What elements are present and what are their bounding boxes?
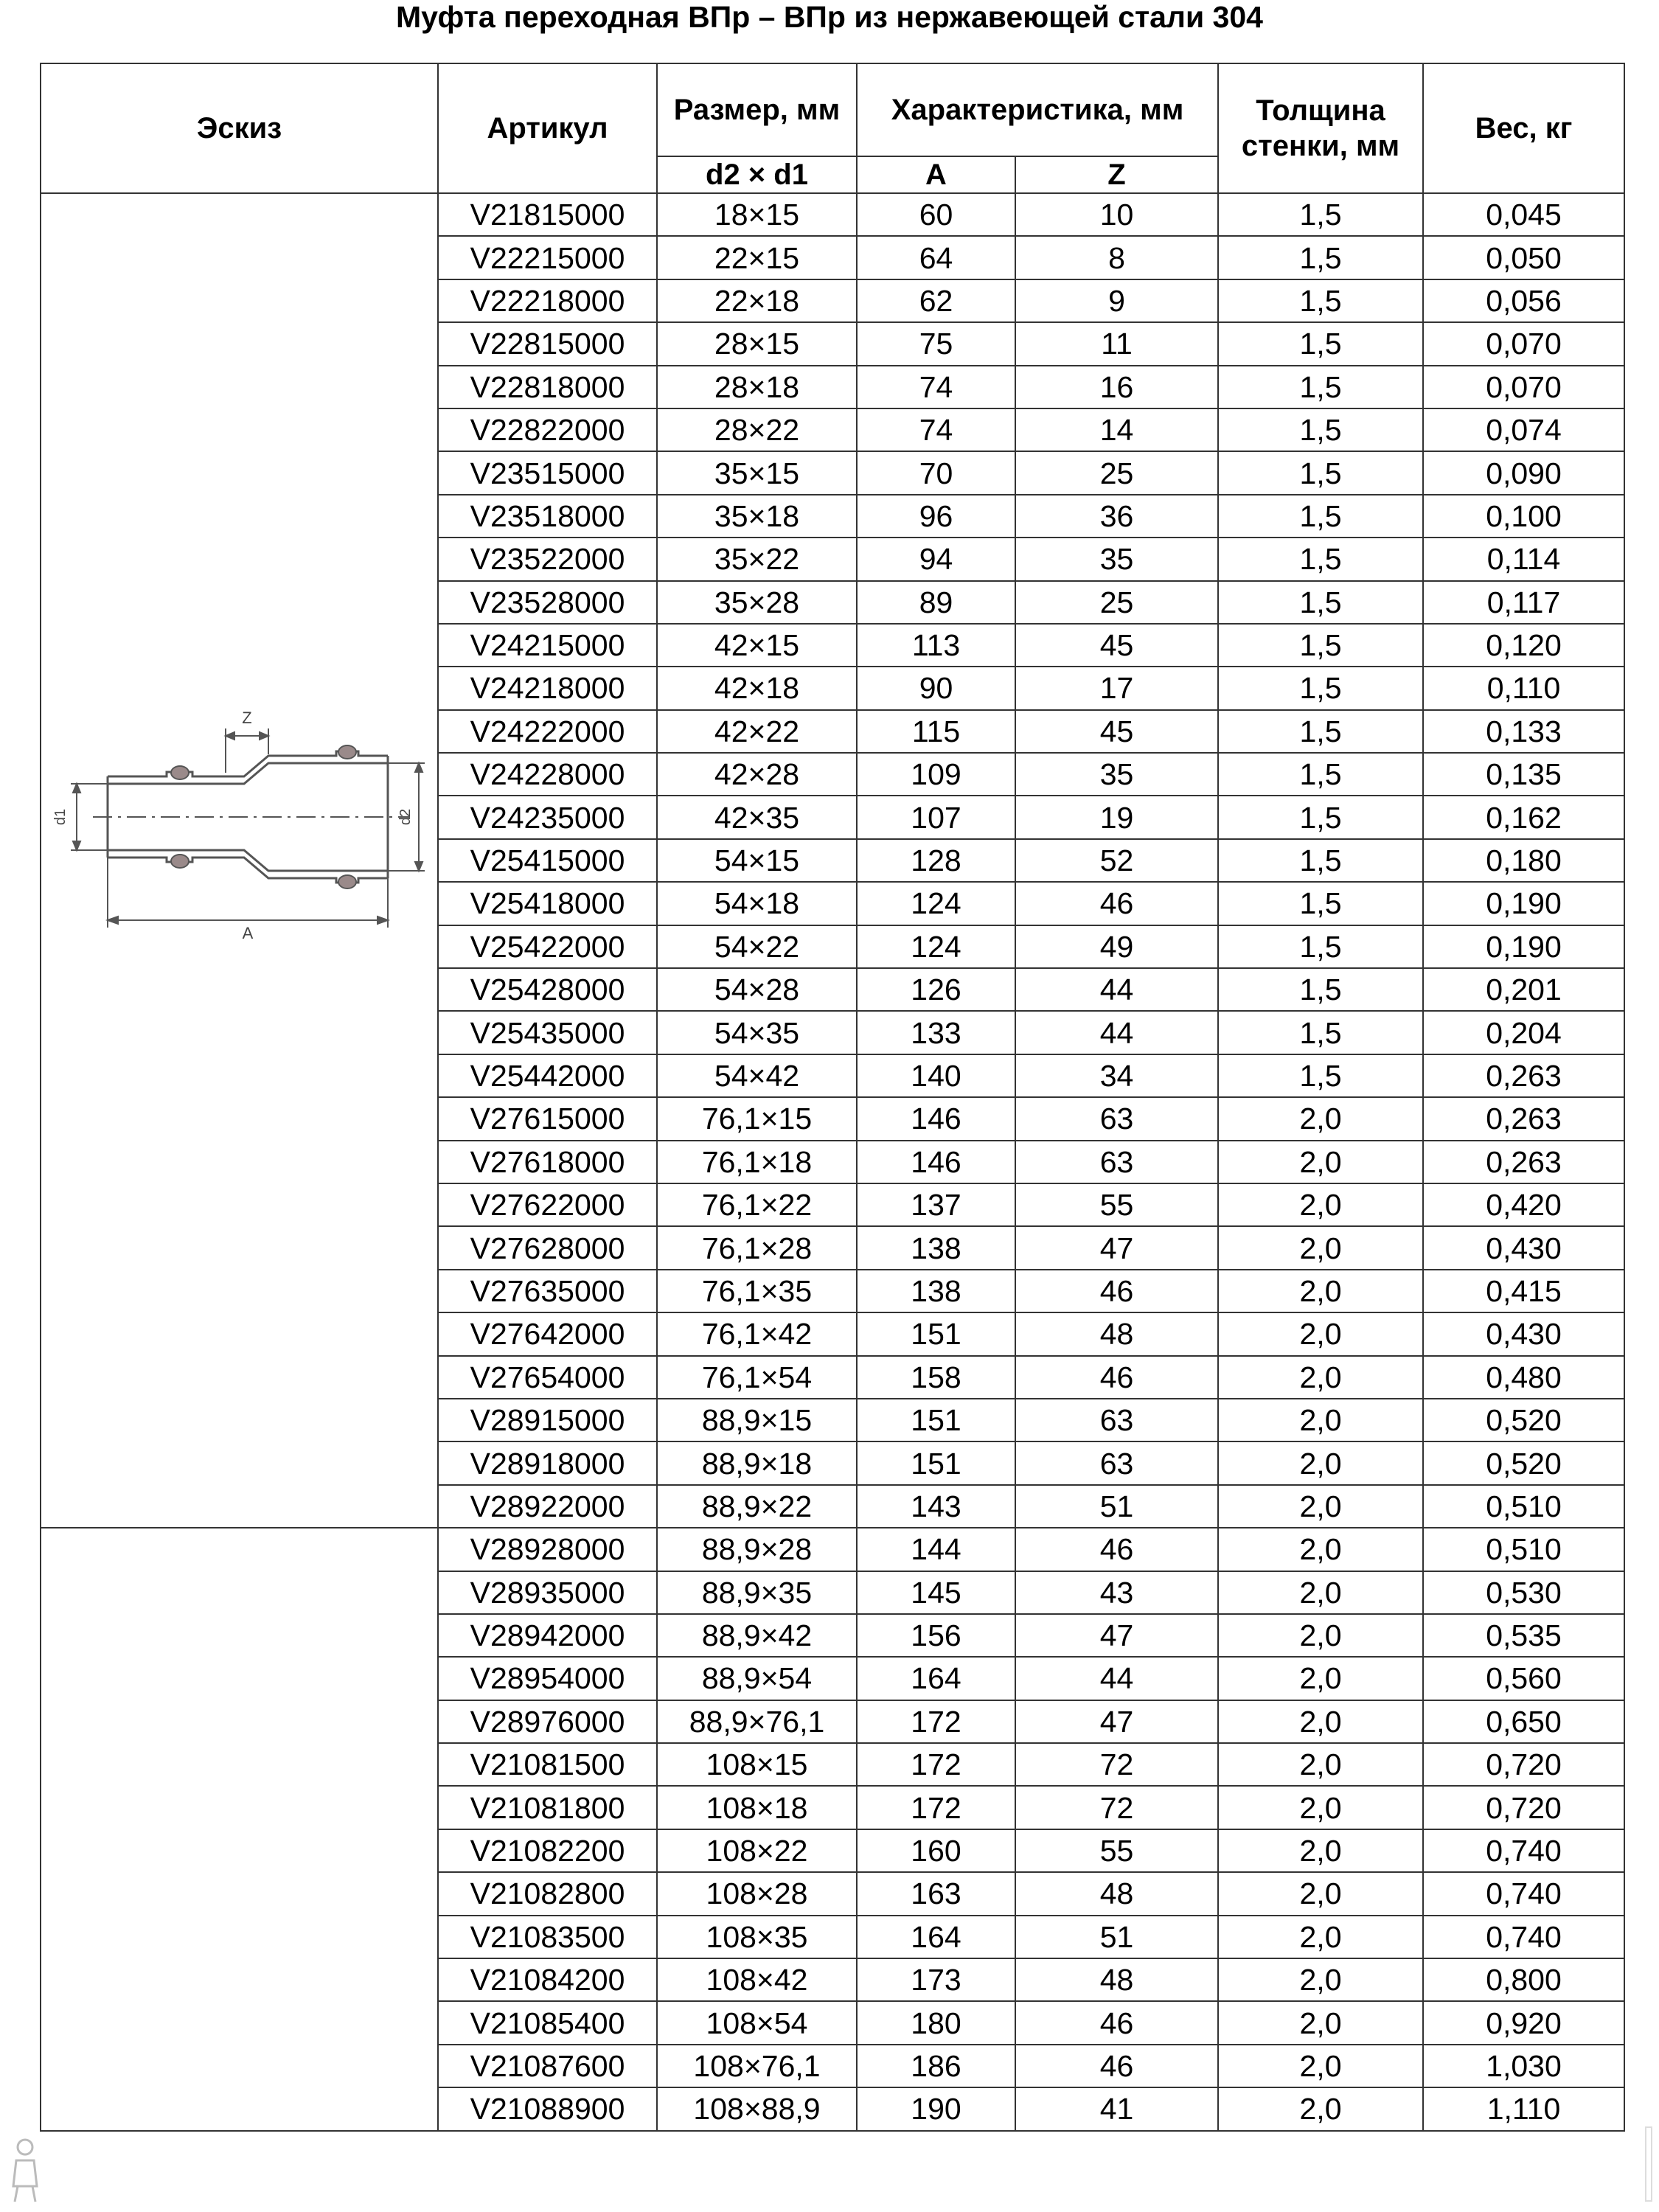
cell-weight: 0,740 <box>1423 1829 1624 1872</box>
cell-char-z: 45 <box>1015 710 1218 753</box>
cell-wall: 2,0 <box>1218 1485 1423 1528</box>
cell-weight: 0,110 <box>1423 667 1624 709</box>
cell-char-a: 145 <box>857 1571 1015 1614</box>
header-article: Артикул <box>438 63 657 193</box>
cell-char-z: 17 <box>1015 667 1218 709</box>
cell-article: V25418000 <box>438 882 657 925</box>
cell-wall: 2,0 <box>1218 1872 1423 1915</box>
cell-char-a: 115 <box>857 710 1015 753</box>
cell-wall: 1,5 <box>1218 322 1423 365</box>
cell-weight: 0,201 <box>1423 968 1624 1011</box>
cell-size: 54×22 <box>657 925 857 968</box>
cell-char-a: 89 <box>857 581 1015 624</box>
cell-article: V25435000 <box>438 1011 657 1054</box>
cell-wall: 2,0 <box>1218 1226 1423 1269</box>
cell-char-z: 63 <box>1015 1141 1218 1183</box>
cell-size: 88,9×28 <box>657 1528 857 1571</box>
cell-weight: 0,180 <box>1423 839 1624 882</box>
cell-size: 76,1×42 <box>657 1312 857 1355</box>
cell-wall: 1,5 <box>1218 753 1423 796</box>
cell-article: V25442000 <box>438 1054 657 1097</box>
cell-weight: 0,117 <box>1423 581 1624 624</box>
cell-article: V28915000 <box>438 1399 657 1441</box>
cell-size: 108×22 <box>657 1829 857 1872</box>
cell-weight: 0,074 <box>1423 408 1624 451</box>
cell-char-z: 9 <box>1015 279 1218 322</box>
cell-article: V21082200 <box>438 1829 657 1872</box>
cell-size: 54×15 <box>657 839 857 882</box>
cell-char-a: 186 <box>857 2045 1015 2087</box>
header-char-a: A <box>857 156 1015 193</box>
cell-article: V21081800 <box>438 1786 657 1829</box>
cell-article: V21082800 <box>438 1872 657 1915</box>
cell-weight: 0,740 <box>1423 1916 1624 1958</box>
cell-article: V22815000 <box>438 322 657 365</box>
cell-char-z: 46 <box>1015 1528 1218 1571</box>
cell-size: 22×18 <box>657 279 857 322</box>
cell-wall: 2,0 <box>1218 1312 1423 1355</box>
cell-char-a: 133 <box>857 1011 1015 1054</box>
cell-size: 88,9×76,1 <box>657 1700 857 1743</box>
cell-article: V22215000 <box>438 236 657 279</box>
cell-weight: 0,415 <box>1423 1270 1624 1312</box>
cell-article: V27628000 <box>438 1226 657 1269</box>
cell-char-a: 124 <box>857 925 1015 968</box>
cell-size: 108×54 <box>657 2001 857 2044</box>
cell-char-a: 62 <box>857 279 1015 322</box>
cell-size: 35×18 <box>657 495 857 538</box>
cell-weight: 1,030 <box>1423 2045 1624 2087</box>
cell-article: V27618000 <box>438 1141 657 1183</box>
cell-char-z: 46 <box>1015 1356 1218 1399</box>
sketch-cell <box>41 193 438 1528</box>
cell-char-z: 63 <box>1015 1399 1218 1441</box>
cell-char-z: 34 <box>1015 1054 1218 1097</box>
cell-wall: 2,0 <box>1218 1141 1423 1183</box>
sketch-cell-empty <box>41 1528 438 2130</box>
cell-wall: 1,5 <box>1218 925 1423 968</box>
cell-wall: 2,0 <box>1218 1829 1423 1872</box>
cell-wall: 2,0 <box>1218 1183 1423 1226</box>
cell-char-z: 63 <box>1015 1097 1218 1140</box>
header-weight: Вес, кг <box>1423 63 1624 193</box>
cell-weight: 0,420 <box>1423 1183 1624 1226</box>
cell-char-z: 48 <box>1015 1312 1218 1355</box>
cell-wall: 1,5 <box>1218 882 1423 925</box>
header-char: Характеристика, мм <box>857 63 1218 156</box>
cell-wall: 2,0 <box>1218 2001 1423 2044</box>
cell-char-a: 172 <box>857 1743 1015 1786</box>
cell-article: V25422000 <box>438 925 657 968</box>
cell-article: V27622000 <box>438 1183 657 1226</box>
header-char-z: Z <box>1015 156 1218 193</box>
cell-char-a: 113 <box>857 624 1015 667</box>
cell-size: 42×22 <box>657 710 857 753</box>
cell-wall: 2,0 <box>1218 1700 1423 1743</box>
cell-weight: 0,070 <box>1423 366 1624 408</box>
cell-wall: 1,5 <box>1218 968 1423 1011</box>
cell-weight: 0,800 <box>1423 1958 1624 2001</box>
cell-char-z: 72 <box>1015 1786 1218 1829</box>
cell-char-a: 126 <box>857 968 1015 1011</box>
cell-char-a: 60 <box>857 193 1015 236</box>
cell-char-z: 44 <box>1015 1657 1218 1700</box>
cell-char-a: 124 <box>857 882 1015 925</box>
cell-article: V28954000 <box>438 1657 657 1700</box>
cell-weight: 0,114 <box>1423 538 1624 580</box>
cell-article: V21087600 <box>438 2045 657 2087</box>
cell-wall: 1,5 <box>1218 495 1423 538</box>
cell-article: V24222000 <box>438 710 657 753</box>
cell-char-z: 16 <box>1015 366 1218 408</box>
sketch-label-d1: d1 <box>52 808 69 826</box>
cell-wall: 2,0 <box>1218 1399 1423 1441</box>
cell-size: 76,1×28 <box>657 1226 857 1269</box>
cell-wall: 2,0 <box>1218 1743 1423 1786</box>
cell-char-a: 90 <box>857 667 1015 709</box>
cell-char-a: 70 <box>857 451 1015 494</box>
cell-article: V21088900 <box>438 2087 657 2130</box>
cell-char-z: 41 <box>1015 2087 1218 2130</box>
cell-char-z: 25 <box>1015 581 1218 624</box>
cell-wall: 1,5 <box>1218 366 1423 408</box>
cell-weight: 0,720 <box>1423 1743 1624 1786</box>
cell-char-z: 46 <box>1015 2001 1218 2044</box>
cell-char-z: 52 <box>1015 839 1218 882</box>
header-size-sub: d2 × d1 <box>657 156 857 193</box>
cell-char-a: 164 <box>857 1657 1015 1700</box>
cell-char-a: 173 <box>857 1958 1015 2001</box>
cell-size: 76,1×15 <box>657 1097 857 1140</box>
cell-char-z: 47 <box>1015 1614 1218 1657</box>
cell-size: 88,9×22 <box>657 1485 857 1528</box>
cell-article: V23528000 <box>438 581 657 624</box>
cell-wall: 2,0 <box>1218 1097 1423 1140</box>
cell-wall: 2,0 <box>1218 2087 1423 2130</box>
cell-wall: 2,0 <box>1218 1270 1423 1312</box>
cell-char-z: 19 <box>1015 796 1218 838</box>
cell-char-z: 45 <box>1015 624 1218 667</box>
header-sketch: Эскиз <box>41 63 438 193</box>
cell-size: 108×88,9 <box>657 2087 857 2130</box>
cell-weight: 0,135 <box>1423 753 1624 796</box>
cell-char-a: 180 <box>857 2001 1015 2044</box>
cell-char-a: 151 <box>857 1399 1015 1441</box>
cell-weight: 0,430 <box>1423 1226 1624 1269</box>
cell-wall: 2,0 <box>1218 1657 1423 1700</box>
cell-weight: 0,070 <box>1423 322 1624 365</box>
cell-char-a: 172 <box>857 1700 1015 1743</box>
cell-size: 88,9×15 <box>657 1399 857 1441</box>
cell-size: 108×18 <box>657 1786 857 1829</box>
cell-wall: 1,5 <box>1218 624 1423 667</box>
cell-article: V21085400 <box>438 2001 657 2044</box>
cell-wall: 2,0 <box>1218 1528 1423 1571</box>
cell-weight: 0,480 <box>1423 1356 1624 1399</box>
cell-article: V22818000 <box>438 366 657 408</box>
cell-char-z: 35 <box>1015 753 1218 796</box>
cell-char-z: 63 <box>1015 1441 1218 1484</box>
cell-weight: 0,120 <box>1423 624 1624 667</box>
cell-article: V22822000 <box>438 408 657 451</box>
cell-size: 22×15 <box>657 236 857 279</box>
cell-weight: 0,530 <box>1423 1571 1624 1614</box>
cell-size: 18×15 <box>657 193 857 236</box>
header-wall: Толщина стенки, мм <box>1218 63 1423 193</box>
cell-wall: 1,5 <box>1218 1054 1423 1097</box>
cell-wall: 2,0 <box>1218 1786 1423 1829</box>
cell-char-a: 64 <box>857 236 1015 279</box>
cell-wall: 1,5 <box>1218 193 1423 236</box>
cell-char-z: 11 <box>1015 322 1218 365</box>
cell-article: V23518000 <box>438 495 657 538</box>
cell-article: V28918000 <box>438 1441 657 1484</box>
cell-char-z: 8 <box>1015 236 1218 279</box>
cell-char-a: 138 <box>857 1226 1015 1269</box>
cell-char-a: 138 <box>857 1270 1015 1312</box>
cell-char-a: 156 <box>857 1614 1015 1657</box>
cell-weight: 0,263 <box>1423 1141 1624 1183</box>
cell-weight: 0,510 <box>1423 1485 1624 1528</box>
cell-char-a: 144 <box>857 1528 1015 1571</box>
cell-size: 76,1×35 <box>657 1270 857 1312</box>
cell-char-z: 44 <box>1015 968 1218 1011</box>
cell-char-z: 55 <box>1015 1829 1218 1872</box>
cell-article: V24215000 <box>438 624 657 667</box>
cell-article: V27642000 <box>438 1312 657 1355</box>
cell-wall: 1,5 <box>1218 538 1423 580</box>
cell-char-a: 160 <box>857 1829 1015 1872</box>
cell-char-a: 143 <box>857 1485 1015 1528</box>
cell-wall: 1,5 <box>1218 408 1423 451</box>
cell-char-a: 94 <box>857 538 1015 580</box>
cell-char-a: 96 <box>857 495 1015 538</box>
cell-char-a: 74 <box>857 366 1015 408</box>
cell-article: V27635000 <box>438 1270 657 1312</box>
cell-weight: 1,110 <box>1423 2087 1624 2130</box>
cell-wall: 1,5 <box>1218 279 1423 322</box>
cell-wall: 2,0 <box>1218 1916 1423 1958</box>
cell-char-z: 10 <box>1015 193 1218 236</box>
cell-article: V27615000 <box>438 1097 657 1140</box>
cell-char-z: 46 <box>1015 882 1218 925</box>
cell-size: 108×35 <box>657 1916 857 1958</box>
cell-char-z: 72 <box>1015 1743 1218 1786</box>
cell-article: V23522000 <box>438 538 657 580</box>
spec-table <box>40 63 1625 2132</box>
cell-wall: 1,5 <box>1218 667 1423 709</box>
cell-size: 88,9×35 <box>657 1571 857 1614</box>
cell-wall: 1,5 <box>1218 451 1423 494</box>
cell-weight: 0,740 <box>1423 1872 1624 1915</box>
cell-char-z: 46 <box>1015 1270 1218 1312</box>
cell-weight: 0,920 <box>1423 2001 1624 2044</box>
cell-article: V28935000 <box>438 1571 657 1614</box>
cell-article: V23515000 <box>438 451 657 494</box>
cell-weight: 0,520 <box>1423 1399 1624 1441</box>
cell-char-z: 46 <box>1015 2045 1218 2087</box>
cell-wall: 2,0 <box>1218 1356 1423 1399</box>
cell-size: 28×22 <box>657 408 857 451</box>
cell-size: 76,1×54 <box>657 1356 857 1399</box>
cell-article: V21815000 <box>438 193 657 236</box>
cell-char-a: 128 <box>857 839 1015 882</box>
cell-size: 35×28 <box>657 581 857 624</box>
cell-char-a: 75 <box>857 322 1015 365</box>
cell-weight: 0,520 <box>1423 1441 1624 1484</box>
cell-char-z: 43 <box>1015 1571 1218 1614</box>
cell-size: 54×35 <box>657 1011 857 1054</box>
cell-char-z: 36 <box>1015 495 1218 538</box>
cell-size: 28×15 <box>657 322 857 365</box>
cell-article: V28942000 <box>438 1614 657 1657</box>
cell-weight: 0,650 <box>1423 1700 1624 1743</box>
cell-size: 108×28 <box>657 1872 857 1915</box>
cell-weight: 0,050 <box>1423 236 1624 279</box>
cell-weight: 0,263 <box>1423 1097 1624 1140</box>
page-title: Муфта переходная ВПр – ВПр из нержавеющей стали 304 <box>396 0 1263 34</box>
cell-char-z: 47 <box>1015 1226 1218 1269</box>
cell-wall: 1,5 <box>1218 710 1423 753</box>
cell-size: 88,9×18 <box>657 1441 857 1484</box>
table-body <box>41 193 1624 2131</box>
cell-char-z: 14 <box>1015 408 1218 451</box>
cell-size: 76,1×22 <box>657 1183 857 1226</box>
cell-char-a: 172 <box>857 1786 1015 1829</box>
cell-article: V24228000 <box>438 753 657 796</box>
cell-char-z: 47 <box>1015 1700 1218 1743</box>
header-size: Размер, мм <box>657 63 857 156</box>
cell-size: 108×42 <box>657 1958 857 2001</box>
cell-wall: 2,0 <box>1218 1441 1423 1484</box>
cell-size: 35×15 <box>657 451 857 494</box>
cell-char-a: 74 <box>857 408 1015 451</box>
cell-weight: 0,510 <box>1423 1528 1624 1571</box>
cell-size: 88,9×42 <box>657 1614 857 1657</box>
cell-size: 35×22 <box>657 538 857 580</box>
cell-char-a: 151 <box>857 1312 1015 1355</box>
cell-char-a: 146 <box>857 1141 1015 1183</box>
coupling-sketch <box>41 194 439 1483</box>
cell-weight: 0,560 <box>1423 1657 1624 1700</box>
cell-weight: 0,430 <box>1423 1312 1624 1355</box>
table-row <box>41 193 1624 236</box>
cell-char-a: 163 <box>857 1872 1015 1915</box>
cell-size: 108×15 <box>657 1743 857 1786</box>
cell-article: V24218000 <box>438 667 657 709</box>
cell-article: V25415000 <box>438 839 657 882</box>
cell-weight: 0,720 <box>1423 1786 1624 1829</box>
cell-weight: 0,162 <box>1423 796 1624 838</box>
cell-wall: 2,0 <box>1218 1571 1423 1614</box>
cell-weight: 0,535 <box>1423 1614 1624 1657</box>
cell-wall: 2,0 <box>1218 1958 1423 2001</box>
cell-size: 54×28 <box>657 968 857 1011</box>
cell-char-a: 151 <box>857 1441 1015 1484</box>
cell-weight: 0,263 <box>1423 1054 1624 1097</box>
cell-weight: 0,204 <box>1423 1011 1624 1054</box>
cell-article: V28922000 <box>438 1485 657 1528</box>
cell-char-z: 44 <box>1015 1011 1218 1054</box>
cell-wall: 1,5 <box>1218 839 1423 882</box>
cell-wall: 2,0 <box>1218 1614 1423 1657</box>
cell-size: 54×18 <box>657 882 857 925</box>
cell-char-a: 158 <box>857 1356 1015 1399</box>
cell-article: V21081500 <box>438 1743 657 1786</box>
cell-char-z: 51 <box>1015 1916 1218 1958</box>
cell-article: V22218000 <box>438 279 657 322</box>
cell-weight: 0,190 <box>1423 925 1624 968</box>
cell-char-a: 109 <box>857 753 1015 796</box>
cell-char-z: 25 <box>1015 451 1218 494</box>
cell-size: 76,1×18 <box>657 1141 857 1183</box>
cell-char-a: 107 <box>857 796 1015 838</box>
cell-char-z: 48 <box>1015 1958 1218 2001</box>
cell-weight: 0,045 <box>1423 193 1624 236</box>
cell-size: 88,9×54 <box>657 1657 857 1700</box>
cell-wall: 1,5 <box>1218 236 1423 279</box>
cell-article: V28976000 <box>438 1700 657 1743</box>
cell-article: V25428000 <box>438 968 657 1011</box>
cell-size: 42×28 <box>657 753 857 796</box>
cell-article: V28928000 <box>438 1528 657 1571</box>
table-row <box>41 1528 1624 1571</box>
cell-char-z: 48 <box>1015 1872 1218 1915</box>
cell-char-z: 49 <box>1015 925 1218 968</box>
cell-weight: 0,133 <box>1423 710 1624 753</box>
cell-size: 28×18 <box>657 366 857 408</box>
cell-char-a: 164 <box>857 1916 1015 1958</box>
cell-char-a: 140 <box>857 1054 1015 1097</box>
cell-char-z: 35 <box>1015 538 1218 580</box>
watermark-figure-icon <box>3 2131 47 2205</box>
cell-article: V21083500 <box>438 1916 657 1958</box>
sketch-label-d2: d2 <box>397 808 414 826</box>
cell-wall: 1,5 <box>1218 1011 1423 1054</box>
cell-weight: 0,056 <box>1423 279 1624 322</box>
cell-size: 42×18 <box>657 667 857 709</box>
sketch-label-z: Z <box>242 709 252 727</box>
cell-size: 108×76,1 <box>657 2045 857 2087</box>
cell-article: V24235000 <box>438 796 657 838</box>
cell-wall: 2,0 <box>1218 2045 1423 2087</box>
cell-weight: 0,100 <box>1423 495 1624 538</box>
cell-size: 42×35 <box>657 796 857 838</box>
cell-wall: 1,5 <box>1218 796 1423 838</box>
cell-size: 42×15 <box>657 624 857 667</box>
cell-article: V27654000 <box>438 1356 657 1399</box>
cell-wall: 1,5 <box>1218 581 1423 624</box>
watermark-mark-icon <box>1641 2124 1656 2205</box>
cell-article: V21084200 <box>438 1958 657 2001</box>
sketch-label-a: A <box>242 924 254 942</box>
cell-weight: 0,090 <box>1423 451 1624 494</box>
cell-char-a: 137 <box>857 1183 1015 1226</box>
cell-size: 54×42 <box>657 1054 857 1097</box>
cell-char-z: 51 <box>1015 1485 1218 1528</box>
cell-weight: 0,190 <box>1423 882 1624 925</box>
cell-char-z: 55 <box>1015 1183 1218 1226</box>
cell-char-a: 190 <box>857 2087 1015 2130</box>
cell-char-a: 146 <box>857 1097 1015 1140</box>
